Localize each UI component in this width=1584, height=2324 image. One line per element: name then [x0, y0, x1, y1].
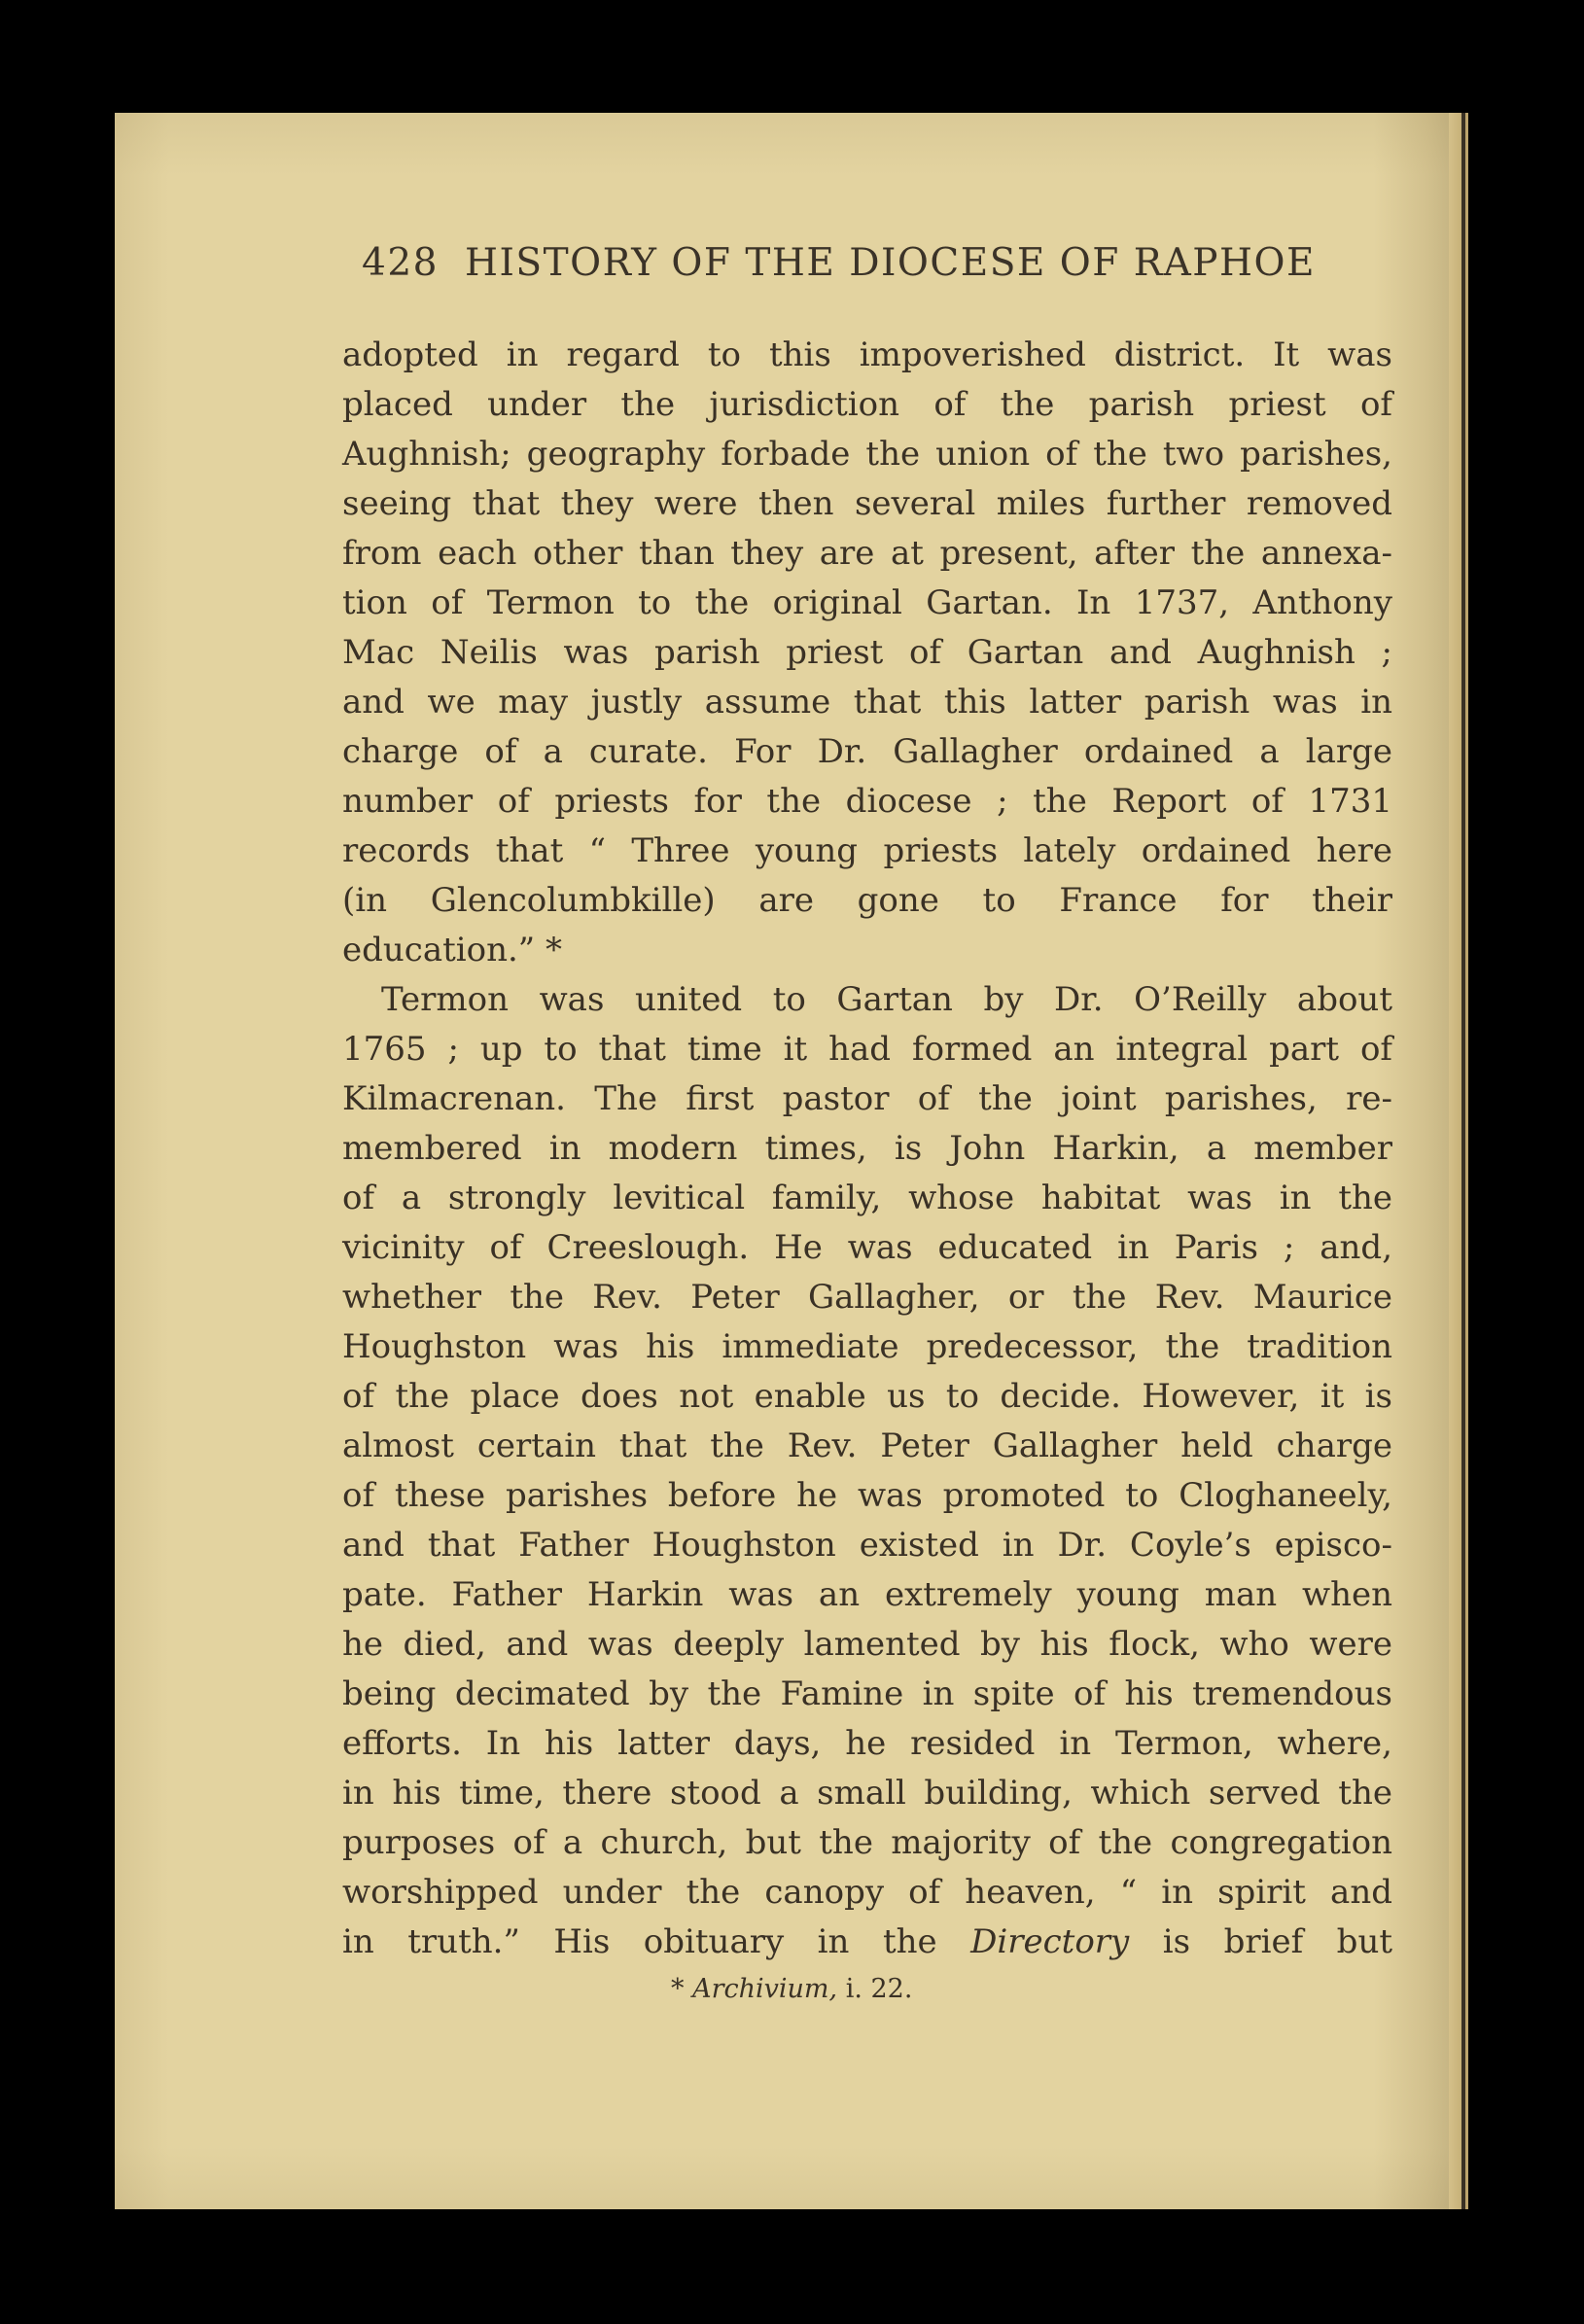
text-line: and we may justly assume that this latter parish was in: [342, 683, 1392, 722]
text-line: of the place does not enable us to decide. However, it is: [342, 1377, 1392, 1416]
footnote-source: Archivium,: [692, 1974, 838, 2004]
text-line: Termon was united to Gartan by Dr. O’Reilly about: [381, 980, 1392, 1019]
text-line: membered in modern times, is John Harkin, a member: [342, 1129, 1392, 1168]
text-line: (in Glencolumbkille) are gone to France for their: [342, 881, 1392, 920]
text-line: efforts. In his latter days, he resided in Termon, where,: [342, 1724, 1392, 1763]
text-line: number of priests for the diocese ; the Report of 1731: [342, 782, 1392, 821]
text-line: of a strongly levitical family, whose habitat was in the: [342, 1179, 1392, 1217]
text-line: seeing that they were then several miles further removed: [342, 484, 1392, 523]
text-line: vicinity of Creeslough. He was educated in Paris ; and,: [342, 1228, 1392, 1267]
text-line-final: [342, 1918, 1392, 1967]
text-line: charge of a curate. For Dr. Gallagher ordained a large: [342, 732, 1392, 771]
text-line: being decimated by the Famine in spite of his tremendous: [342, 1674, 1392, 1713]
text-line: Aughnish; geography forbade the union of the two parishes,: [342, 435, 1392, 474]
text-line: and that Father Houghston existed in Dr. Coyle’s episco-: [342, 1526, 1392, 1565]
text-line: adopted in regard to this impoverished district. It was: [342, 335, 1392, 374]
text-line: Mac Neilis was parish priest of Gartan and Aughnish ;: [342, 633, 1392, 672]
text-line: worshipped under the canopy of heaven, “ in spirit and: [342, 1873, 1392, 1912]
text-line: he died, and was deeply lamented by his flock, who were: [342, 1625, 1392, 1664]
page-number: 428: [362, 241, 439, 285]
running-title: HISTORY OF THE DIOCESE OF RAPHOE: [465, 241, 1316, 285]
text-line: almost certain that the Rev. Peter Gallagher held charge: [342, 1426, 1392, 1465]
text-line: of these parishes before he was promoted to Cloghaneely,: [342, 1476, 1392, 1515]
final-line-end: is brief but: [1129, 1922, 1393, 1961]
text-line: 1765 ; up to that time it had formed an integral part of: [342, 1030, 1392, 1069]
text-line: education.” *: [342, 931, 562, 969]
text-line: Houghston was his immediate predecessor, the tradition: [342, 1327, 1392, 1366]
footnote: [671, 1974, 912, 2004]
text-line: placed under the jurisdiction of the parish priest of: [342, 385, 1392, 424]
text-line: whether the Rev. Peter Gallagher, or the Rev. Maurice: [342, 1278, 1392, 1317]
page-edge-shadow: [1461, 113, 1465, 2209]
page-edge: [1449, 113, 1468, 2209]
text-line: from each other than they are at present, after the annexa-: [342, 534, 1392, 573]
text-line: Kilmacrenan. The first pastor of the joint parishes, re-: [342, 1079, 1392, 1118]
footnote-reference: i. 22.: [837, 1974, 913, 2004]
footnote-marker: *: [671, 1974, 693, 2004]
text-line: records that “ Three young priests lately ordained here: [342, 831, 1392, 870]
text-line: purposes of a church, but the majority of the congregation: [342, 1823, 1392, 1862]
text-line: pate. Father Harkin was an extremely young man when: [342, 1575, 1392, 1614]
body-text: [342, 331, 1392, 1967]
running-head: [362, 241, 1354, 285]
text-line: tion of Termon to the original Gartan. In 1737, Anthony: [342, 583, 1392, 622]
final-line-start: in truth.” His obituary in the: [342, 1922, 971, 1961]
directory-title: Directory: [970, 1922, 1130, 1961]
text-line: in his time, there stood a small building, which served the: [342, 1774, 1392, 1813]
